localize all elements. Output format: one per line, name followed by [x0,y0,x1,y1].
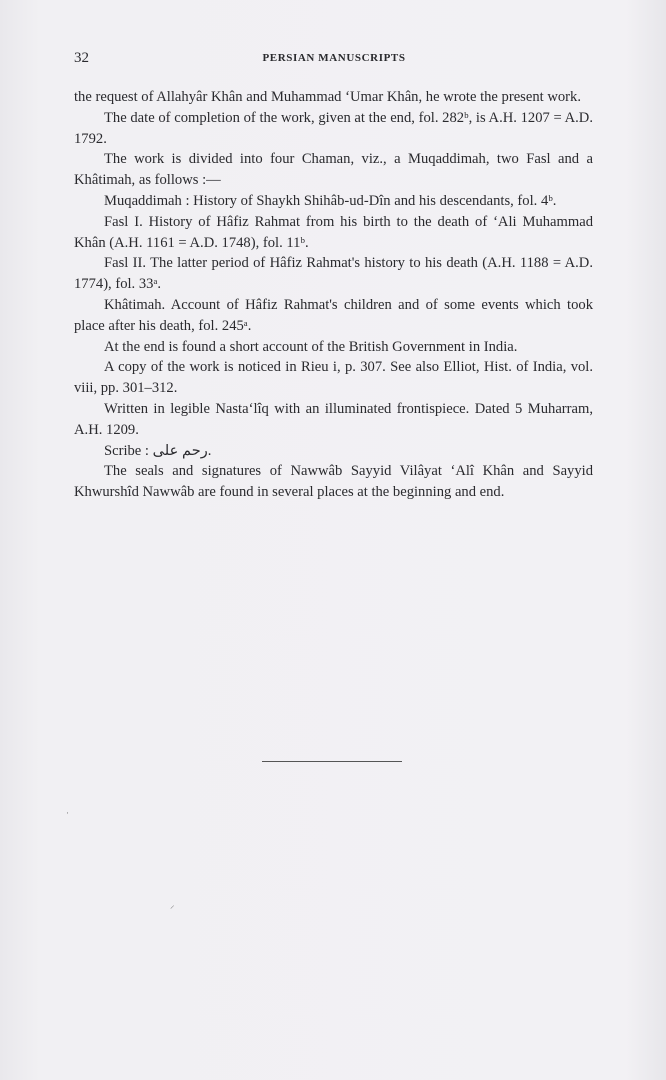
section-divider [262,761,402,762]
paragraph-fasl-1: Fasl I. History of Hâfiz Rahmat from his birth to the death of ‘Ali Muhammad Khân (A.H. 1161 = A.D. 1748), fol. 11ᵇ. [74,213,593,251]
paragraph-fasl-2: Fasl II. The latter period of Hâfiz Rahmat's history to his death (A.H. 1188 = A.D. 1774), fol. 33ᵃ. [74,255,593,293]
paragraph-british-government: At the end is found a short account of the British Government in India. [104,338,518,355]
paragraph-references: A copy of the work is noticed in Rieu i, p. 307. See also Elliot, Hist. of India, vol. viii, pp. 301–312. [74,359,593,397]
paper-speck: ⸝ [170,900,175,910]
body-text [74,87,593,503]
paragraph-khatimah: Khâtimah. Account of Hâfiz Rahmat's children and of some events which took place after his death, fol. 245ᵃ. [74,296,593,334]
paragraph-continuation: the request of Allahyâr Khân and Muhammad ‘Umar Khân, he wrote the present work. [74,89,581,105]
page-header [74,50,594,70]
paragraph-seals: The seals and signatures of Nawwâb Sayyid Vilâyat ‘Alî Khân and Sayyid Khwurshîd Nawwâb are found in several places at the beginning and end. [74,463,593,501]
paragraph-date-of-completion: The date of completion of the work, given at the end, fol. 282ᵇ, is A.H. 1207 = A.D. 1792. [74,109,593,147]
paragraph-scribe: Scribe : رحم علی. [104,442,212,459]
paragraph-divisions: The work is divided into four Chaman, viz., a Muqaddimah, two Fasl and a Khâtimah, as follows :— [74,151,593,189]
paragraph-script-description: Written in legible Nasta‘lîq with an illuminated frontispiece. Dated 5 Muharram, A.H. 1209. [74,400,593,438]
page-number: 32 [74,50,89,66]
running-title: PERSIAN MANUSCRIPTS [262,52,406,64]
paper-speck: · [66,808,69,818]
paragraph-muqaddimah: Muqaddimah : History of Shaykh Shihâb-ud-Dîn and his descendants, fol. 4ᵇ. [104,192,557,209]
